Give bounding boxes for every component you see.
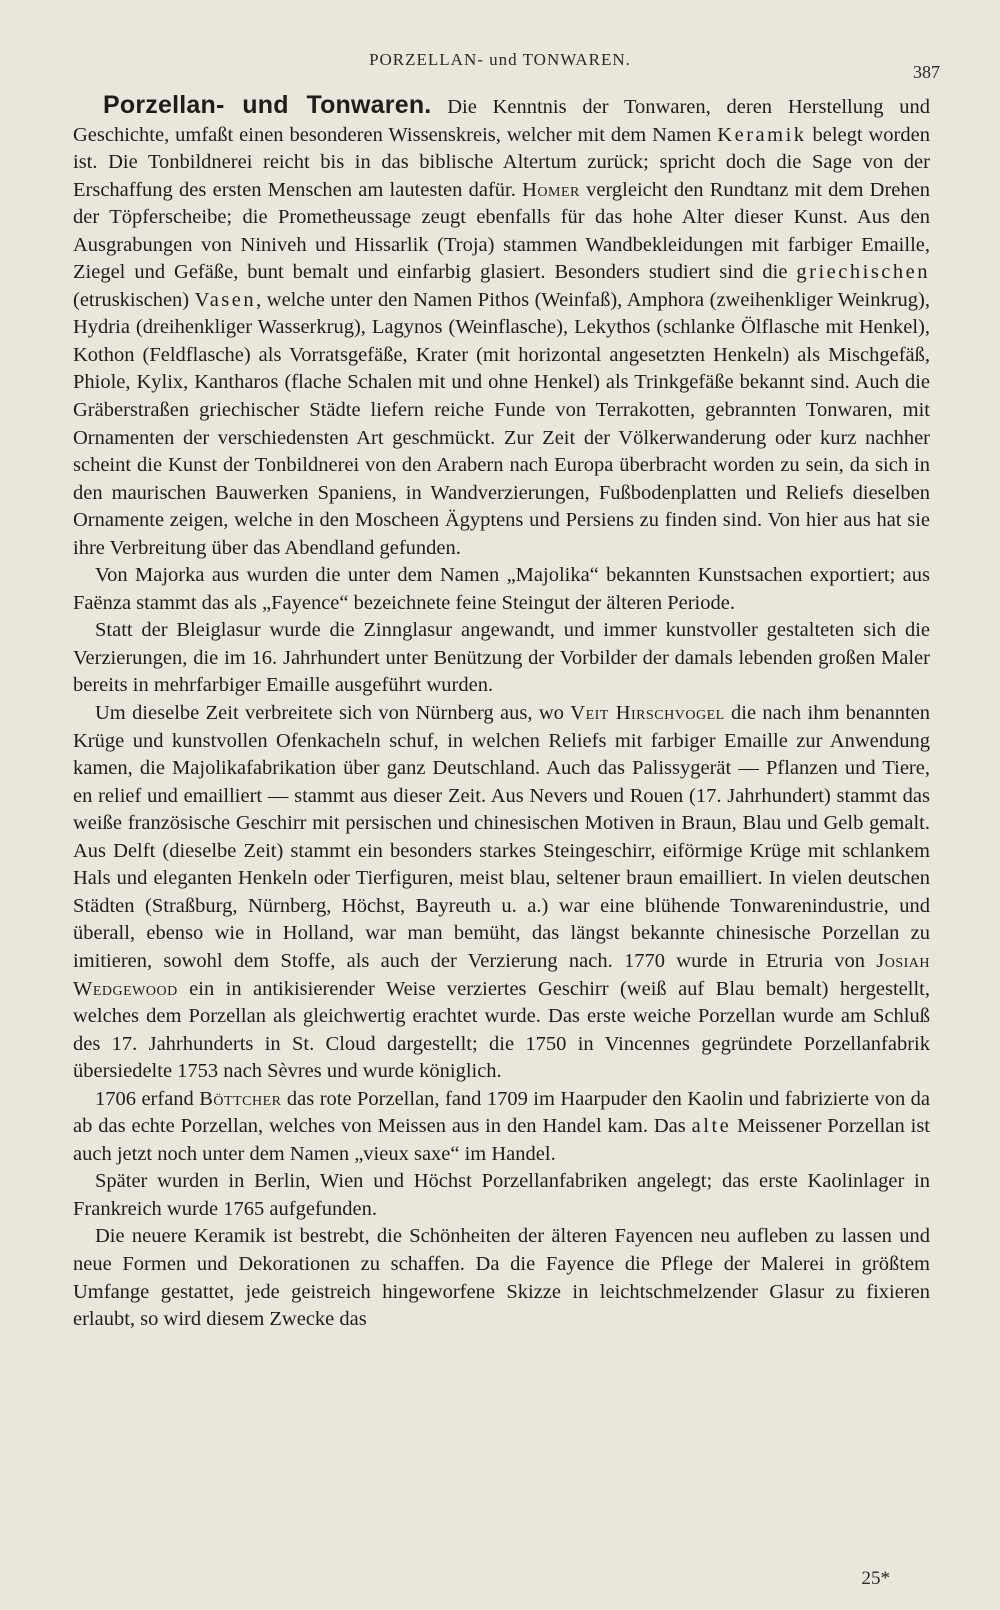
paragraph-zinnglasur: Statt der Bleiglasur wurde die Zinnglasur angewandt, und immer kunstvoller gestalteten sich die Verzierungen, die im 16. Jahrhundert unter Benützung der Vorbilder der damals lebenden großen Maler bereits in mehrfarbiger Emaille ausgeführt wurden.: [73, 619, 930, 697]
paragraph-nuernberg: [73, 700, 930, 1086]
paragraph-neuere-keramik: Die neuere Keramik ist bestrebt, die Schönheiten der älteren Fayencen neu aufleben zu lassen und neue Formen und Dekorationen zu schaffen. Da die Fayence die Pflege der Malerei in größtem Umfange gestattet, jede geistreich hingeworfene Skizze in leichtschmelzender Glasur zu fixieren erlaubt, so wird diesem Zwecke das: [73, 1225, 930, 1331]
boettcher-text-c: Meissener Porzellan ist auch jetzt noch unter dem Namen „vieux saxe“ im Handel.: [73, 1115, 930, 1165]
nuernberg-text-b: die nach ihm benannten Krüge und kunstvollen Ofenkacheln schuf, in welchen Reliefs mit farbiger Emaille zur Anwendung kamen, die Majolikafabrikation über ganz Deutschland. Auch das Palissygerät — Pflanzen und Tiere, en relief und emailliert — stammt aus dieser Zeit. Aus Nevers und Rouen (17. Jahrhundert) stammt das weiße französische Geschirr mit persischen und chinesischen Motiven in Braun, Blau und Gelb gemalt. Aus Delft (dieselbe Zeit) stammt ein besonders starkes Steingeschirr, eiförmige Krüge mit schlankem Hals und eleganten Henkeln oder Tierfiguren, meist blau, seltener braun emailliert. In vielen deutschen Städten (Straßburg, Nürnberg, Höchst, Bayreuth u. a.) war eine blühende Tonwarenindustrie, und überall, ebenso wie in Holland, war man bemüht, das längst bekannte chinesische Porzellan zu imitieren, sowohl dem Stoffe, als auch der Verzierung nach. 1770 wurde in Etruria von: [73, 702, 930, 972]
signature-mark: 25*: [861, 1568, 890, 1589]
boettcher-text-a: 1706 erfand: [95, 1087, 200, 1110]
intro-text-d: (etruskischen): [73, 288, 195, 311]
name-boettcher: Böttcher: [199, 1087, 282, 1110]
name-josiah-wedgewood: Josiah Wedgewood: [73, 949, 930, 1000]
nuernberg-text-c: ein in antikisierender Weise verziertes Geschirr (weiß auf Blau bemalt) hergestellt, welches dem Porzellan als gleichwertig erachtet wurde. Das erste weiche Porzellan wurde am Schluß des 17. Jahrhunderts in St. Cloud dargestellt; die 1750 in Vincennes gegründete Porzellanfabrik übersiedelte 1753 nach Sèvres und wurde königlich.: [73, 977, 930, 1083]
intro-text-e: , welche unter den Namen Pithos (Weinfaß), Amphora (zweihenkliger Weinkrug), Hydria (dreihenkliger Wasserkrug), Lagynos (Weinflasche), Lekythos (schlanke Ölflasche mit Henkel), Kothon (Feldflasche) als Vorratsgefäße, Krater (mit horizontal angesetzten Henkeln) als Mischgefäß, Phiole, Kylix, Kantharos (flache Schalen mit und ohne Henkel) als Trinkgefäße bekannt sind. Auch die Gräberstraßen griechischer Städte liefern reiche Funde von Terrakotten, gebrannten Tonwaren, mit Ornamenten der verschiedensten Art geschmückt. Zur Zeit der Völkerwanderung oder kurz nachher scheint die Kunst der Tonbildnerei von den Arabern nach Europa überbracht worden zu sein, da sich in den maurischen Bauwerken Spaniens, in Wandverzierungen, Fußbodenplatten und Reliefs dieselben Ornamente zeigen, welche in den Moscheen Ägyptens und Persiens zu finden sind. Von hier aus hat sie ihre Verbreitung über das Abendland gefunden.: [73, 288, 931, 559]
page-number: 387: [913, 62, 940, 82]
nuernberg-text-a: Um dieselbe Zeit verbreitete sich von Nürnberg aus, wo: [95, 702, 571, 725]
name-veit-hirschvogel: Veit Hirschvogel: [570, 702, 725, 725]
paragraph-majolika: Von Majorka aus wurden die unter dem Namen „Majolika“ bekannten Kunstsachen exportiert; aus Faënza stammt das als „Fayence“ bezeichnete feine Steingut der älteren Periode.: [73, 564, 930, 614]
intro-text-a: Die Kenntnis der Tonwaren, deren Herstellung und Geschichte, umfaßt einen besonderen Wissenskreis, welcher mit dem Namen: [73, 96, 930, 146]
paragraph-boettcher: [73, 1086, 930, 1169]
term-vasen: Vasen: [194, 288, 257, 311]
term-alte: alte: [691, 1115, 732, 1138]
term-griechischen: griechischen: [796, 261, 930, 284]
section-heading: Porzellan- und Tonwaren.: [103, 91, 432, 119]
paragraph-intro: [73, 92, 930, 562]
intro-text-c: vergleicht den Rundtanz mit dem Drehen der Töpferscheibe; die Prometheussage zeugt ebenfalls für das hohe Alter dieser Kunst. Aus den Ausgrabungen von Niniveh und Hissarlik (Troja) stammen Wandbekleidungen mit farbiger Emaille, Ziegel und Gefäße, bunt bemalt und einfarbig glasiert. Besonders studiert sind die: [73, 178, 930, 284]
boettcher-text-b: das rote Porzellan, fand 1709 im Haarpuder den Kaolin und fabrizierte von da ab das echte Porzellan, welches von Meissen aus in den Handel kam. Das: [73, 1087, 931, 1138]
running-head: PORZELLAN- und TONWAREN.: [369, 50, 631, 69]
body-text: [73, 92, 930, 1334]
term-keramik: Keramik: [717, 123, 807, 146]
paragraph-porzellanfabriken: Später wurden in Berlin, Wien und Höchst Porzellanfabriken angelegt; das erste Kaolinlager in Frankreich wurde 1765 aufgefunden.: [73, 1170, 930, 1220]
name-homer: Homer: [522, 178, 580, 201]
intro-text-b: belegt worden ist. Die Tonbildnerei reicht bis in das biblische Altertum zurück; spricht doch die Sage von der Erschaffung des ersten Menschen am lautesten dafür.: [73, 123, 930, 201]
